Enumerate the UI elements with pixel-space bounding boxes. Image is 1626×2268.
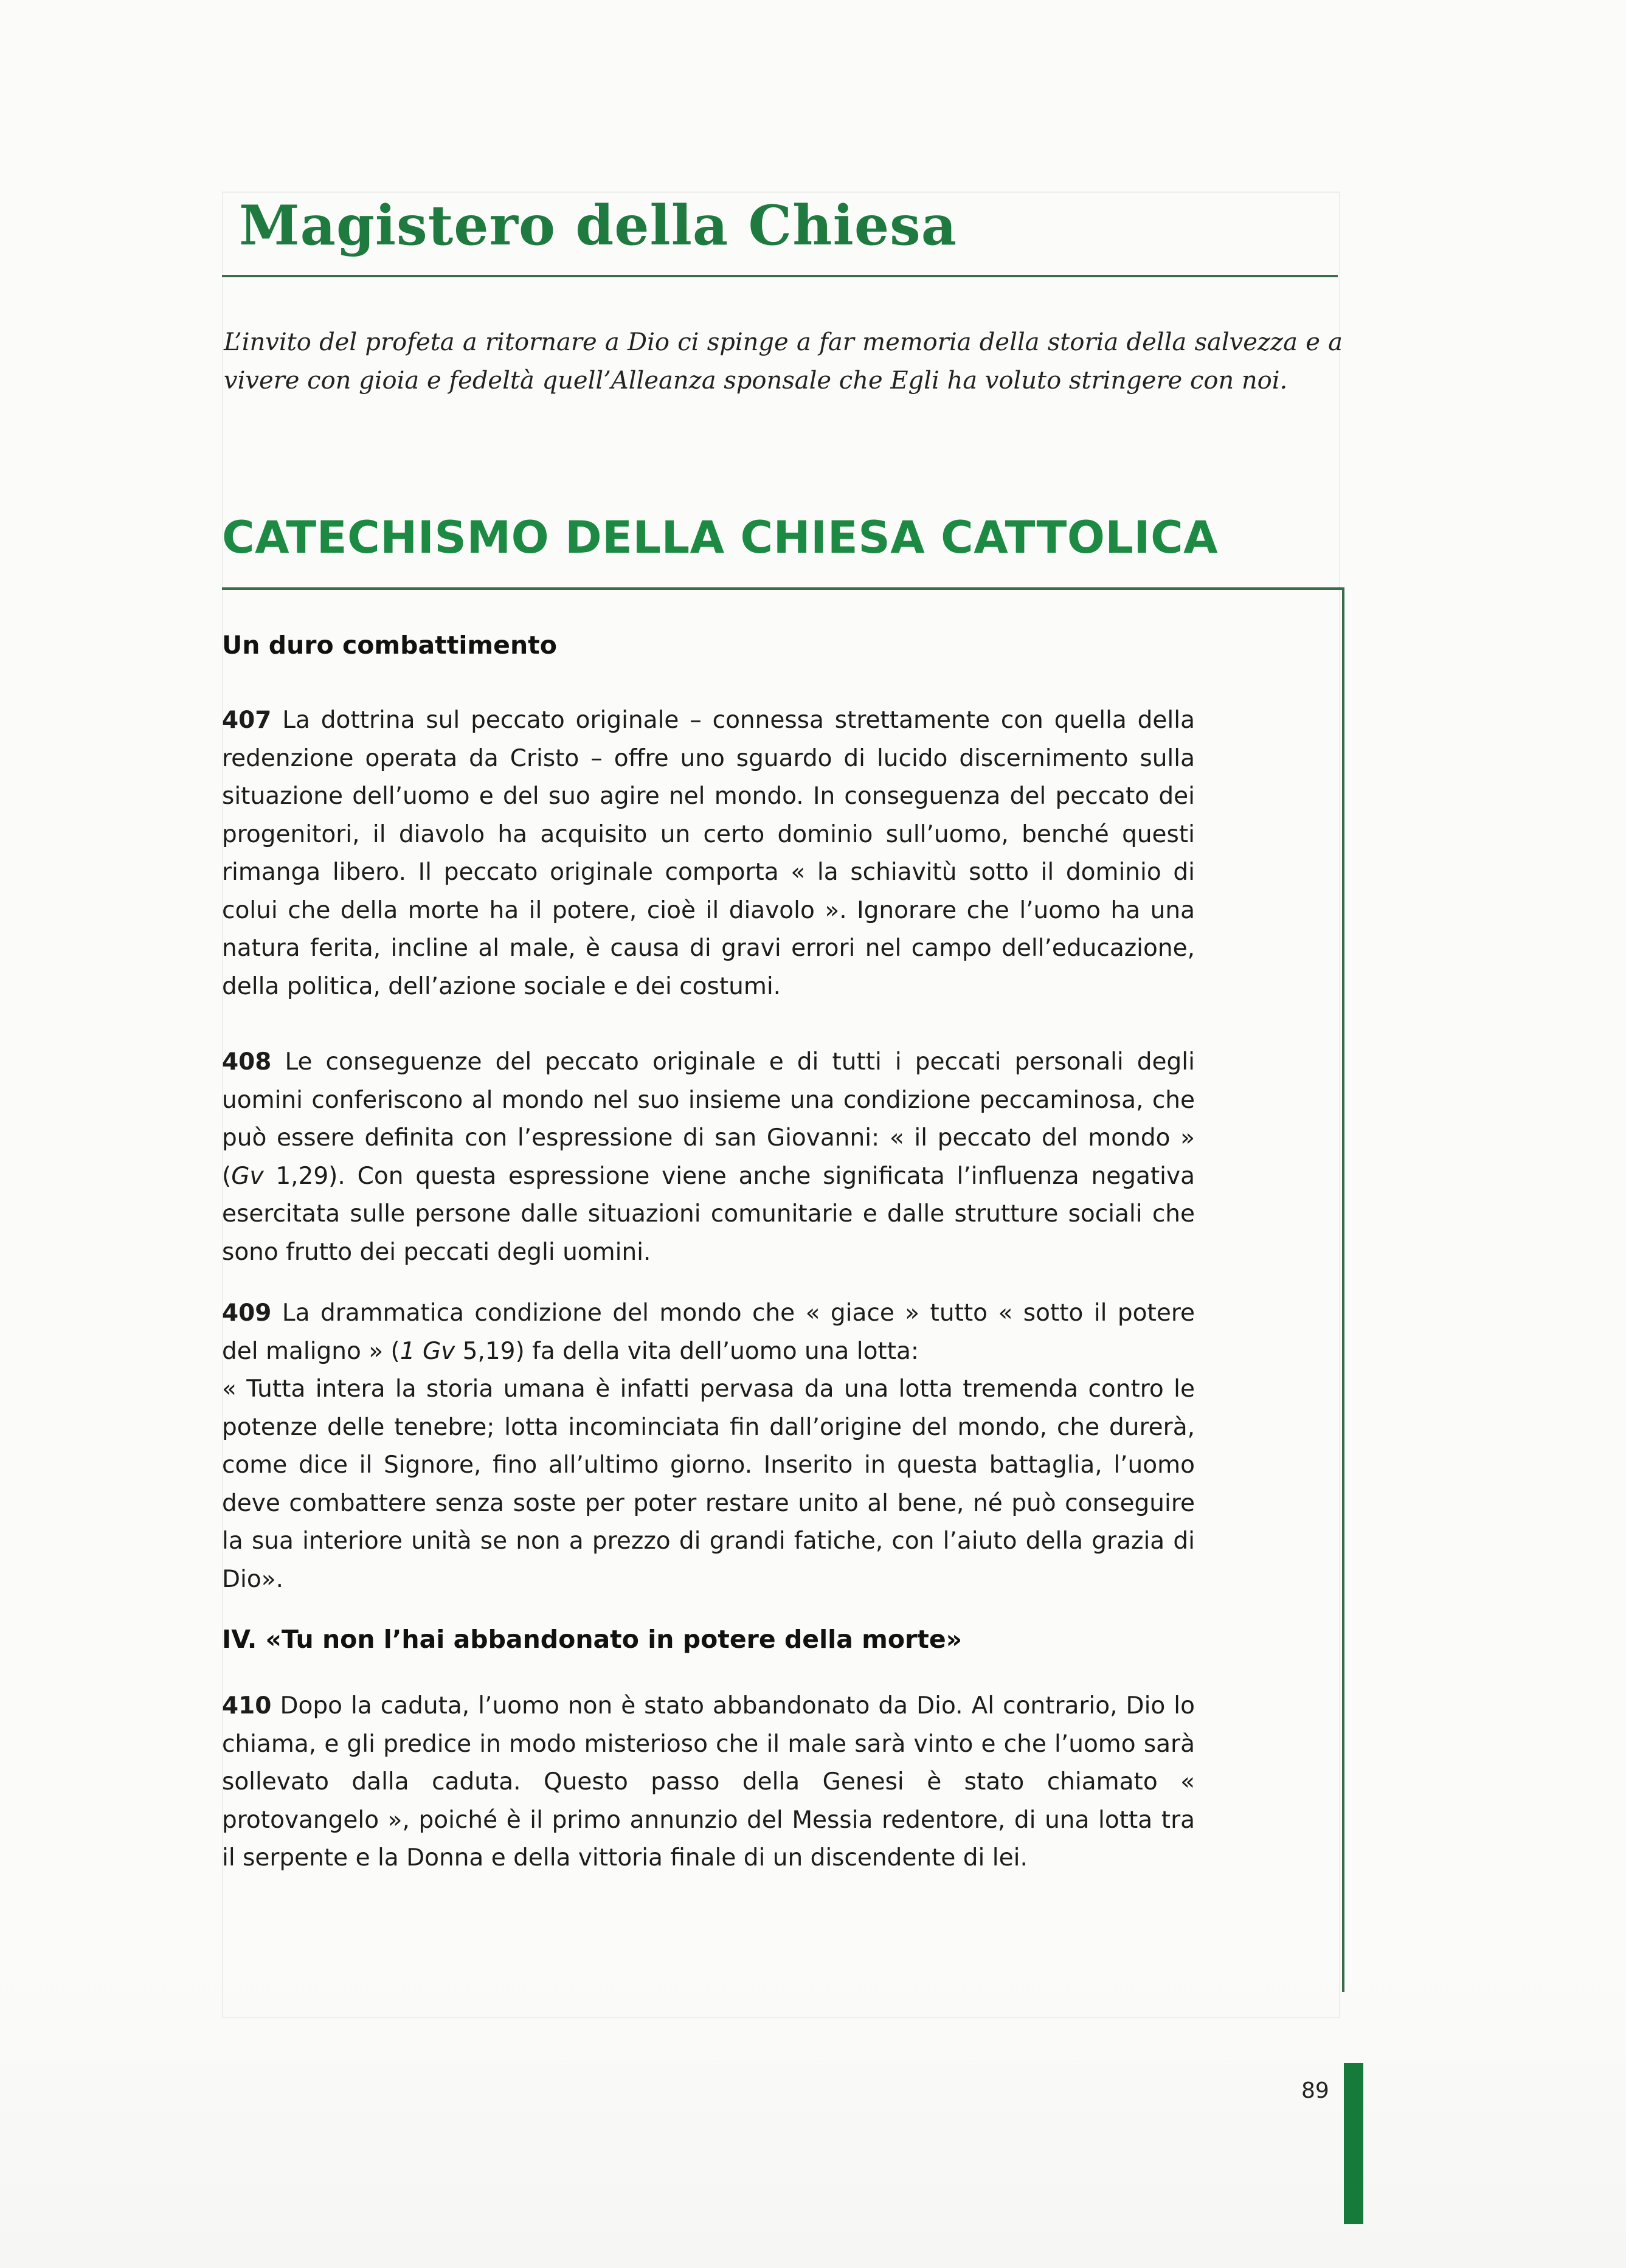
scripture-ref: 1 Gv xyxy=(400,1337,455,1365)
spacer xyxy=(222,1599,1195,1620)
spacer xyxy=(222,1006,1195,1043)
section-title: CATECHISMO DELLA CHIESA CATTOLICA xyxy=(222,512,1219,564)
paragraph-408 xyxy=(222,1043,1195,1271)
body-column xyxy=(222,626,1195,1878)
page-number: 89 xyxy=(1301,2078,1329,2103)
spacer xyxy=(222,1658,1195,1687)
paragraph-number: 410 xyxy=(222,1692,272,1720)
paragraph-text: La drammatica condizione del mondo che « giace » tutto « sotto il potere del maligno » ( xyxy=(222,1299,1195,1365)
page-title: Magistero della Chiesa xyxy=(239,193,958,258)
spacer xyxy=(222,1271,1195,1295)
paragraph-text: Le conseguenze del peccato originale e di tutti i peccati personali degli uomini conferiscono al mondo nel suo insieme una condizione peccaminosa, che può essere definita con l’espressione di san Giovanni: « il peccato del mondo » ( xyxy=(222,1048,1195,1190)
paragraph-number: 409 xyxy=(222,1299,272,1327)
paragraph-number: 407 xyxy=(222,707,272,734)
title-rule xyxy=(222,275,1338,277)
intro-text: L’invito del profeta a ritornare a Dio ci spinge a far memoria della storia della salvezza e a vivere con gioia e fedeltà quell’Alleanza sponsale che Egli ha voluto stringere con noi. xyxy=(224,328,1343,395)
scripture-ref: Gv xyxy=(231,1162,264,1190)
heading-iv: IV. «Tu non l’hai abbandonato in potere della morte» xyxy=(222,1625,963,1654)
paragraph-text: Dopo la caduta, l’uomo non è stato abbandonato da Dio. Al contrario, Dio lo chiama, e gli predice in modo misterioso che il male sarà vinto e che l’uomo sarà sollevato dalla caduta. Questo passo della Genesi è stato chiamato « protovangelo », poiché è il primo annunzio del Messia redentore, di una lotta tra il serpente e la Donna e della vittoria finale di un discendente di lei. xyxy=(222,1692,1195,1872)
paragraph-number: 408 xyxy=(222,1048,272,1076)
section-vertical-rule xyxy=(1342,587,1344,1992)
paragraph-text: La dottrina sul peccato originale – connessa strettamente con quella della redenzione operata da Cristo – offre uno sguardo di lucido discernimento sulla situazione dell’uomo e del suo agire nel mondo. In conseguenza del peccato dei progenitori, il diavolo ha acquisito un certo dominio sull’uomo, benché questi rimanga libero. Il peccato originale comporta « la schiavitù sotto il dominio di colui che della morte ha il potere, cioè il diavolo ». Ignorare che l’uomo ha una natura ferita, incline al male, è causa di gravi errori nel campo dell’educazione, della politica, dell’azione sociale e dei costumi. xyxy=(222,707,1195,1000)
spacer xyxy=(222,664,1195,702)
paragraph-409 xyxy=(222,1295,1195,1371)
paragraph-410 xyxy=(222,1687,1195,1878)
paragraph-407 xyxy=(222,702,1195,1006)
paragraph-text: 5,19) fa della vita dell’uomo una lotta: xyxy=(455,1337,919,1365)
quote-409: « Tutta intera la storia umana è infatti pervasa da una lotta tremenda contro le potenze delle tenebre; lotta incominciata fin dall’origine del mondo, che durerà, come dice il Signore, fino all’ultimo giorno. Inserito in questa battaglia, l’uomo deve combattere senza soste per poter restare unito al bene, né può conseguire la sua interiore unità se non a prezzo di grandi fatiche, con l’aiuto della grazia di Dio». xyxy=(222,1375,1195,1593)
section-rule xyxy=(222,587,1344,590)
paragraph-text: 1,29). Con questa espressione viene anche significata l’influenza negativa esercitata sulle persone dalle situazioni comunitarie e dalle strutture sociali che sono frutto dei peccati degli uomini. xyxy=(222,1162,1195,1266)
page-tab xyxy=(1344,2063,1363,2224)
subheading: Un duro combattimento xyxy=(222,631,557,660)
